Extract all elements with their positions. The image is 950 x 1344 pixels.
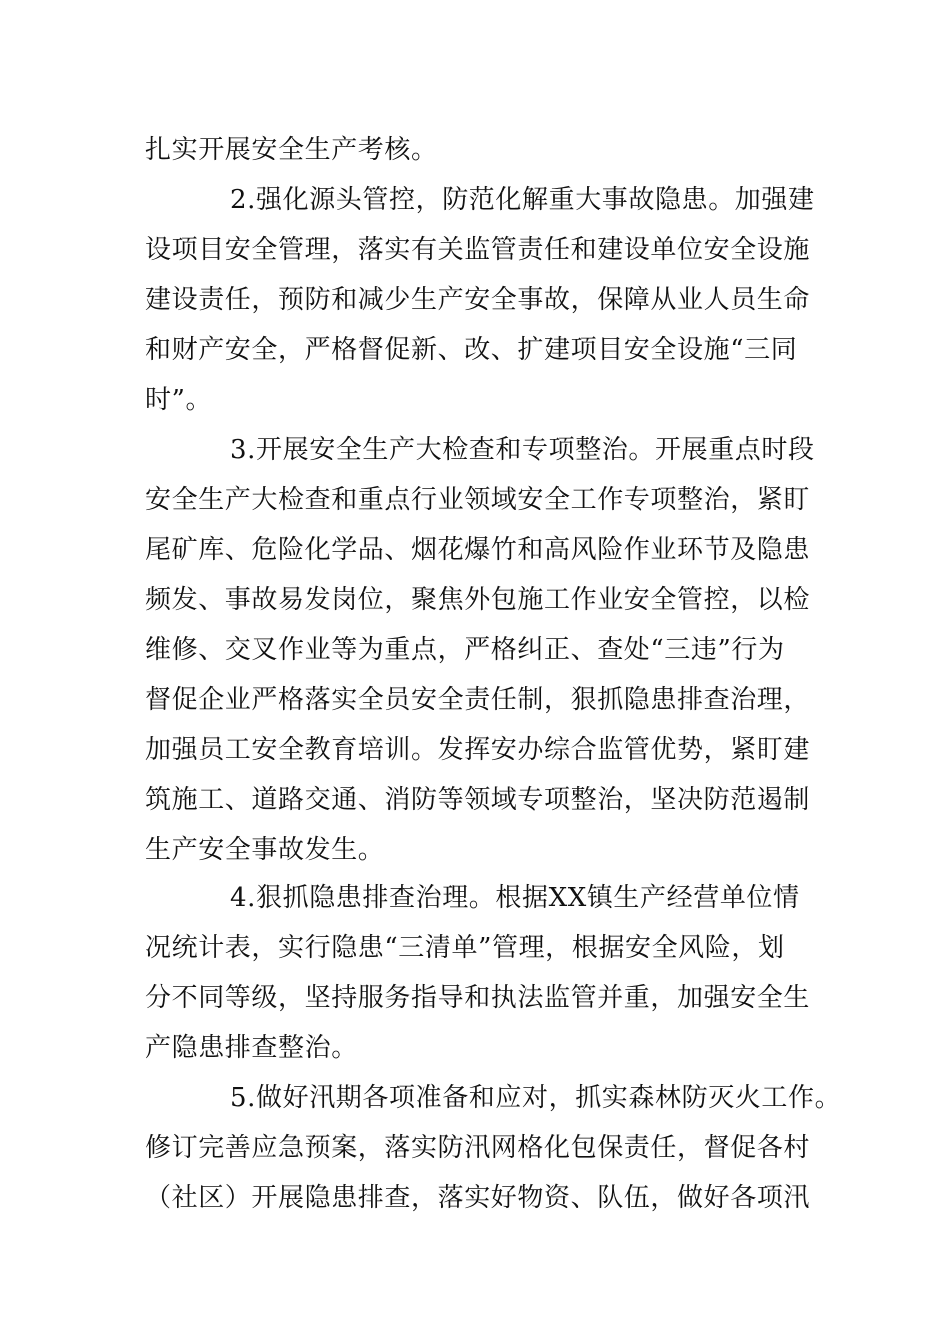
paragraph-line: 生产安全事故发生。 xyxy=(145,835,385,865)
paragraph-line: 建设责任，预防和减少生产安全事故，保障从业人员生命 xyxy=(145,285,811,315)
paragraph-line: 设项目安全管理，落实有关监管责任和建设单位安全设施 xyxy=(145,235,811,265)
paragraph-line: 尾矿库、危险化学品、烟花爆竹和高风险作业环节及隐患 xyxy=(145,535,811,565)
paragraph-line: 5.做好汛期各项准备和应对，抓实森林防灭火工作。 xyxy=(230,1083,842,1113)
paragraph-line: 2.强化源头管控，防范化解重大事故隐患。加强建 xyxy=(230,185,815,215)
paragraph-line: 分不同等级，坚持服务指导和执法监管并重，加强安全生 xyxy=(145,983,811,1013)
paragraph-line: 安全生产大检查和重点行业领域安全工作专项整治，紧盯 xyxy=(145,485,811,515)
paragraph-line: 频发、事故易发岗位，聚焦外包施工作业安全管控，以检 xyxy=(145,585,811,615)
paragraph-line: 维修、交叉作业等为重点，严格纠正、查处“三违”行为 xyxy=(145,635,785,665)
paragraph-line: 督促企业严格落实全员安全责任制，狠抓隐患排查治理， xyxy=(145,685,811,715)
paragraph-line: 筑施工、道路交通、消防等领域专项整治，坚决防范遏制 xyxy=(145,785,811,815)
paragraph-line: 产隐患排查整治。 xyxy=(145,1033,358,1063)
paragraph-line: 3.开展安全生产大检查和专项整治。开展重点时段 xyxy=(230,435,815,465)
paragraph-line: 和财产安全，严格督促新、改、扩建项目安全设施“三同 xyxy=(145,335,798,365)
paragraph-line: （社区）开展隐患排查，落实好物资、队伍，做好各项汛 xyxy=(145,1183,811,1213)
paragraph-line: 4.狠抓隐患排查治理。根据XX镇生产经营单位情 xyxy=(230,883,800,913)
paragraph-line: 加强员工安全教育培训。发挥安办综合监管优势，紧盯建 xyxy=(145,735,811,765)
paragraph-line: 扎实开展安全生产考核。 xyxy=(145,135,438,165)
paragraph-line: 修订完善应急预案，落实防汛网格化包保责任，督促各村 xyxy=(145,1133,811,1163)
paragraph-line: 时”。 xyxy=(145,385,213,415)
paragraph-line: 况统计表，实行隐患“三清单”管理，根据安全风险，划 xyxy=(145,933,785,963)
